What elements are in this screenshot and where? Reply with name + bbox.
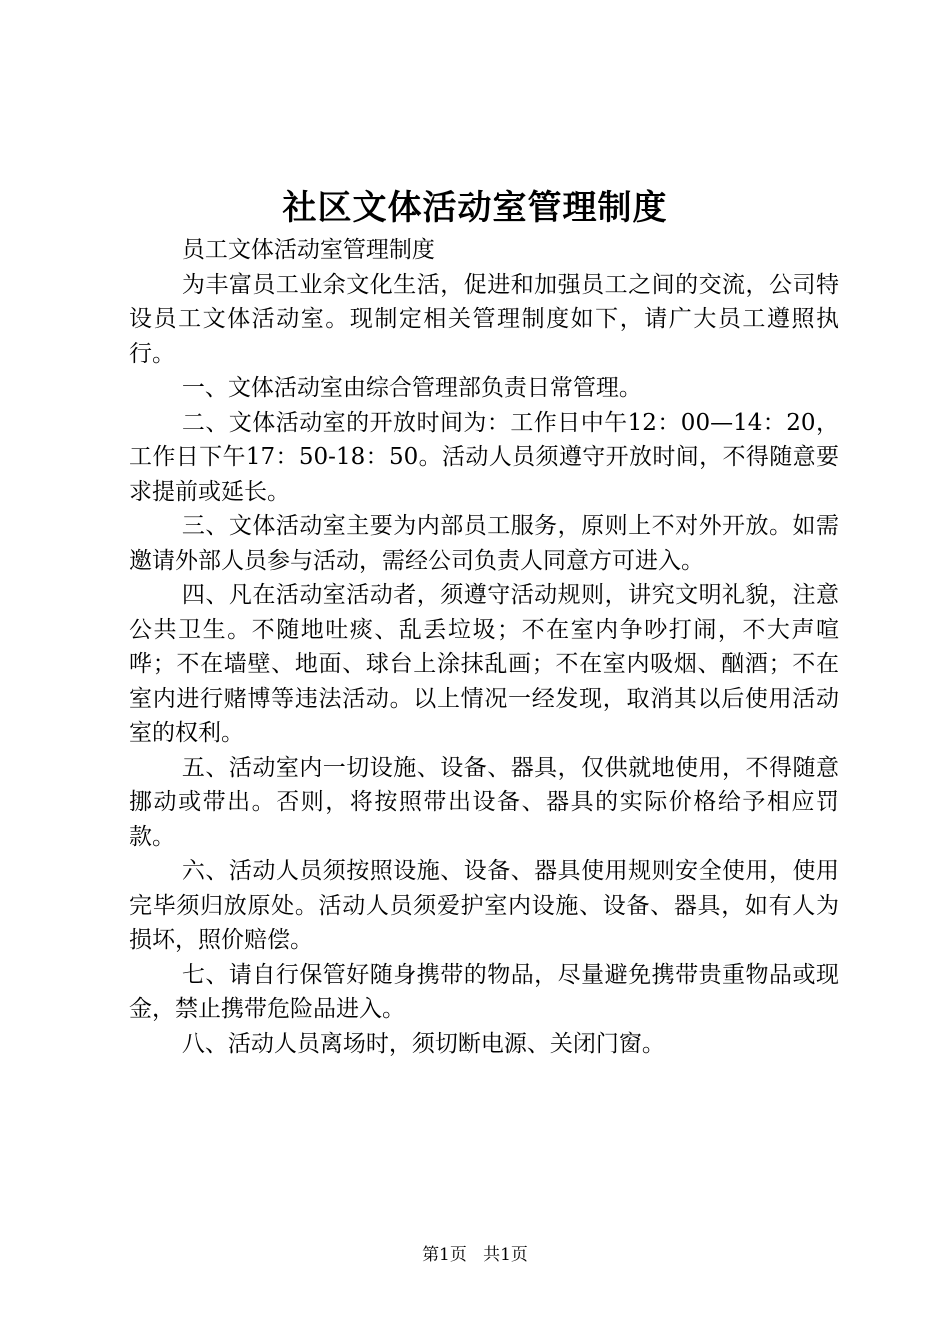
paragraph-rule-3: 三、文体活动室主要为内部员工服务，原则上不对外开放。如需邀请外部人员参与活动，需经公司负责人同意方可进入。 (129, 513, 839, 574)
paragraph-rule-5: 五、活动室内一切设施、设备、器具，仅供就地使用，不得随意挪动或带出。否则，将按照带出设备、器具的实际价格给予相应罚款。 (129, 754, 839, 850)
page-footer (0, 1243, 950, 1267)
page-number-total: 共1页 (483, 1245, 528, 1265)
paragraph-rule-7: 七、请自行保管好随身携带的物品，尽量避免携带贵重物品或现金，禁止携带危险品进入。 (129, 961, 839, 1022)
page-number-current: 第1页 (422, 1245, 467, 1265)
paragraph-rule-4: 四、凡在活动室活动者，须遵守活动规则，讲究文明礼貌，注意公共卫生。不随地吐痰、乱丢垃圾；不在室内争吵打闹，不大声喧哗；不在墙壁、地面、球台上涂抹乱画；不在室内吸烟、酗酒；不在室内进行赌博等违法活动。以上情况一经发现，取消其以后使用活动室的权利。 (129, 582, 839, 746)
paragraph-rule-6: 六、活动人员须按照设施、设备、器具使用规则安全使用，使用完毕须归放原处。活动人员须爱护室内设施、设备、器具，如有人为损坏，照价赔偿。 (129, 858, 839, 953)
paragraph-rule-1: 一、文体活动室由综合管理部负责日常管理。 (181, 375, 642, 401)
document-body (129, 233, 839, 1061)
paragraph-subtitle: 员工文体活动室管理制度 (181, 237, 435, 263)
paragraph-rule-8: 八、活动人员离场时，须切断电源、关闭门窗。 (181, 1030, 665, 1057)
paragraph-intro: 为丰富员工业余文化生活，促进和加强员工之间的交流，公司特设员工文体活动室。现制定相关管理制度如下，请广大员工遵照执行。 (129, 271, 839, 367)
document-title: 社区文体活动室管理制度 (282, 188, 668, 228)
paragraph-rule-2: 二、文体活动室的开放时间为：工作日中午12：00—14：20，工作日下午17：50-18：50。活动人员须遵守开放时间，不得随意要求提前或延长。 (129, 409, 839, 505)
